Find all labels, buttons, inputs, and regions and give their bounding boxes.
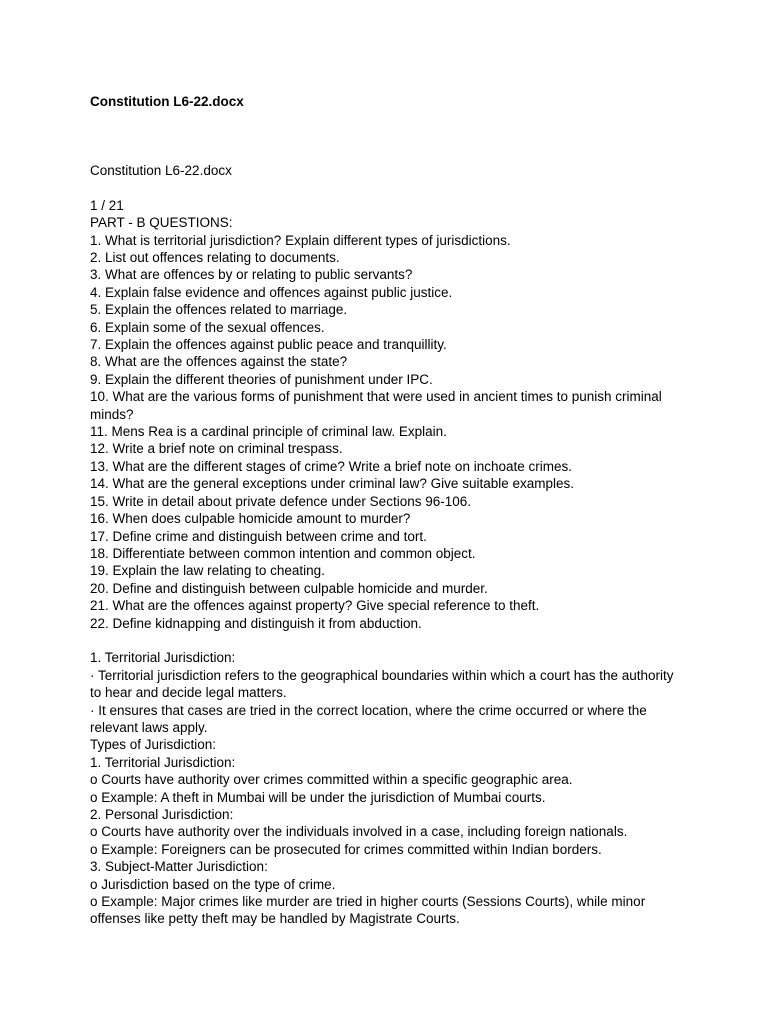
question-item: 10. What are the various forms of punishment that were used in ancient times to punish criminal minds? xyxy=(90,389,662,422)
question-item: 19. Explain the law relating to cheating. xyxy=(90,563,325,579)
question-item: 9. Explain the different theories of punishment under IPC. xyxy=(90,371,433,387)
jurisdiction-type-item: o Courts have authority over the individuals involved in a case, including foreign nationals. xyxy=(90,824,628,840)
question-item: 4. Explain false evidence and offences against public justice. xyxy=(90,284,453,300)
jurisdiction-type-name: 1. Territorial Jurisdiction: xyxy=(90,754,236,770)
jurisdiction-type-item: o Jurisdiction based on the type of crime. xyxy=(90,876,336,892)
answer-point: · Territorial jurisdiction refers to the geographical boundaries within which a court has the authority to hear and decide legal matters. xyxy=(90,667,674,701)
question-item: 15. Write in detail about private defence under Sections 96-106. xyxy=(90,493,471,509)
spacer xyxy=(90,632,685,649)
question-item: 3. What are offences by or relating to public servants? xyxy=(90,267,413,283)
jurisdiction-type-name: 3. Subject-Matter Jurisdiction: xyxy=(90,859,268,875)
answer-section xyxy=(90,649,685,928)
question-item: 5. Explain the offences related to marriage. xyxy=(90,302,348,318)
question-item: 16. When does culpable homicide amount to murder? xyxy=(90,511,411,527)
jurisdiction-type-name: 2. Personal Jurisdiction: xyxy=(90,807,234,822)
question-item: 20. Define and distinguish between culpable homicide and murder. xyxy=(90,580,488,596)
answer-point: · It ensures that cases are tried in the correct location, where the crime occurred or where the relevant laws apply. xyxy=(90,702,647,735)
question-item: 7. Explain the offences against public peace and tranquillity. xyxy=(90,337,447,353)
question-item: 2. List out offences relating to documents. xyxy=(90,250,340,266)
question-item: 17. Define crime and distinguish between crime and tort. xyxy=(90,528,427,544)
jurisdiction-type-item: o Courts have authority over crimes committed within a specific geographic area. xyxy=(90,772,573,788)
question-item: 13. What are the different stages of crime? Write a brief note on inchoate crimes. xyxy=(90,458,572,474)
question-item: 18. Differentiate between common intention and common object. xyxy=(90,545,476,561)
question-item: 12. Write a brief note on criminal trespass. xyxy=(90,441,343,457)
question-list xyxy=(90,232,685,632)
question-item: 11. Mens Rea is a cardinal principle of criminal law. Explain. xyxy=(90,424,447,440)
types-heading: Types of Jurisdiction: xyxy=(90,737,217,753)
document-page xyxy=(90,0,690,1024)
question-item: 8. What are the offences against the state? xyxy=(90,354,348,370)
jurisdiction-type-item: o Example: Foreigners can be prosecuted for crimes committed within Indian borders. xyxy=(90,841,602,857)
page-indicator: 1 / 21 xyxy=(90,197,124,213)
question-item: 22. Define kidnapping and distinguish it from abduction. xyxy=(90,615,422,631)
document-body xyxy=(90,162,685,928)
document-subtitle: Constitution L6-22.docx xyxy=(90,163,232,178)
question-item: 1. What is territorial jurisdiction? Explain different types of jurisdictions. xyxy=(90,232,511,248)
answer-heading: 1. Territorial Jurisdiction: xyxy=(90,650,236,666)
document-title: Constitution L6-22.docx xyxy=(90,94,244,109)
question-item: 14. What are the general exceptions under criminal law? Give suitable examples. xyxy=(90,476,575,492)
question-item: 21. What are the offences against property? Give special reference to theft. xyxy=(90,598,540,614)
jurisdiction-type-item: o Example: A theft in Mumbai will be under the jurisdiction of Mumbai courts. xyxy=(90,789,546,805)
part-heading: PART - B QUESTIONS: xyxy=(90,215,233,231)
question-item: 6. Explain some of the sexual offences. xyxy=(90,319,325,335)
jurisdiction-type-item: o Example: Major crimes like murder are tried in higher courts (Sessions Courts), while minor offenses like petty theft may be handled by Magistrate Courts. xyxy=(90,894,646,927)
spacer xyxy=(90,179,685,196)
